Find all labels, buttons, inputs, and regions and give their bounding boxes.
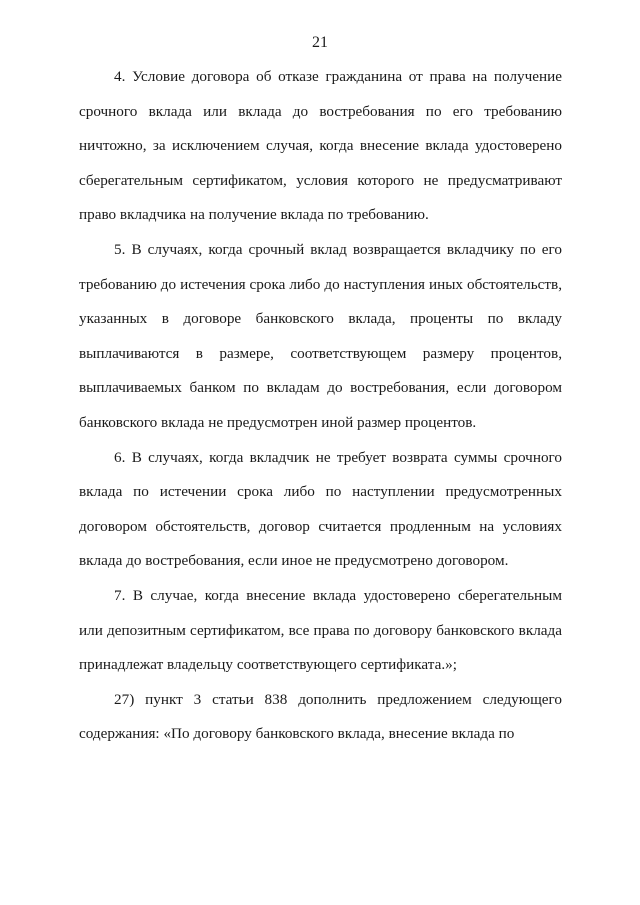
paragraph-27: 27) пункт 3 статьи 838 дополнить предложением следующего содержания: «По договору банковского вклада, внесение вклада по — [79, 690, 562, 743]
document-body — [79, 60, 562, 752]
paragraph-5: 5. В случаях, когда срочный вклад возвращается вкладчику по его требованию до истечения срока либо до наступления иных обстоятельств, указанных в договоре банковского вклада, проценты по вкладу выплачиваются в размере, соответствующем размеру процентов, выплачиваемых банком по вкладам до востребования, если договором банковского вклада не предусмотрен иной размер процентов. — [79, 240, 562, 431]
paragraph-4: 4. Условие договора об отказе гражданина от права на получение срочного вклада или вклада до востребования по его требованию ничтожно, за исключением случая, когда внесение вклада удостоверено сберегательным сертификатом, условия которого не предусматривают право вкладчика на получение вклада по требованию. — [79, 68, 562, 224]
paragraph-6: 6. В случаях, когда вкладчик не требует возврата суммы срочного вклада по истечении срока либо по наступлении предусмотренных договором обстоятельств, договор считается продленным на условиях вклада до востребования, если иное не предусмотрено договором. — [79, 448, 562, 570]
paragraph-7: 7. В случае, когда внесение вклада удостоверено сберегательным или депозитным сертификатом, все права по договору банковского вклада принадлежат владельцу соответствующего сертификата.»; — [79, 586, 562, 674]
page-number: 21 — [312, 34, 328, 51]
